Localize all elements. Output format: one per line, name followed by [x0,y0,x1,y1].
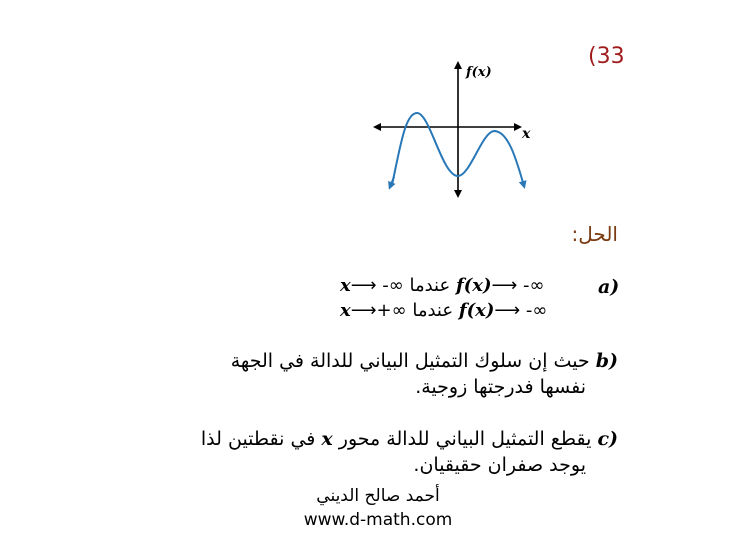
author-name: أحمد صالح الديني [316,486,440,506]
part-c-line-1: c) يقطع التمثيل البياني للدالة محور x في نقطتين لذا [200,428,618,450]
limit: ⟶ -∞ [494,300,548,321]
x-var: x [321,428,333,450]
f-of-x: f(x) [455,275,492,296]
x-var: x [340,300,351,321]
limit: ⟶ -∞ [491,275,545,296]
part-b-label: b) [595,350,618,372]
solution-label: الحل: [571,222,618,246]
x-axis-label: x [522,126,531,142]
when-word: عندما [409,275,451,296]
when-word: عندما [412,300,454,321]
website-link[interactable]: www.d-math.com [303,510,453,530]
part-c-label: c) [597,428,618,450]
y-axis-label: f(x) [466,65,492,80]
f-of-x: f(x) [458,300,495,321]
limit: ⟶+∞ [350,300,407,321]
function-graph [370,58,540,208]
part-a-row-1 [340,275,545,296]
x-var: x [340,275,351,296]
part-a-label: a) [598,276,620,298]
limit: ⟶ -∞ [350,275,404,296]
problem-number: (33 [588,44,625,69]
part-c-line-2: يوجد صفران حقيقيان. [413,454,586,476]
part-b-line-2: نفسها فدرجتها زوجية. [415,376,586,398]
part-a-row-2 [340,300,547,321]
part-b-line-1: b) حيث إن سلوك التمثيل البياني للدالة في الجهة [230,350,618,372]
